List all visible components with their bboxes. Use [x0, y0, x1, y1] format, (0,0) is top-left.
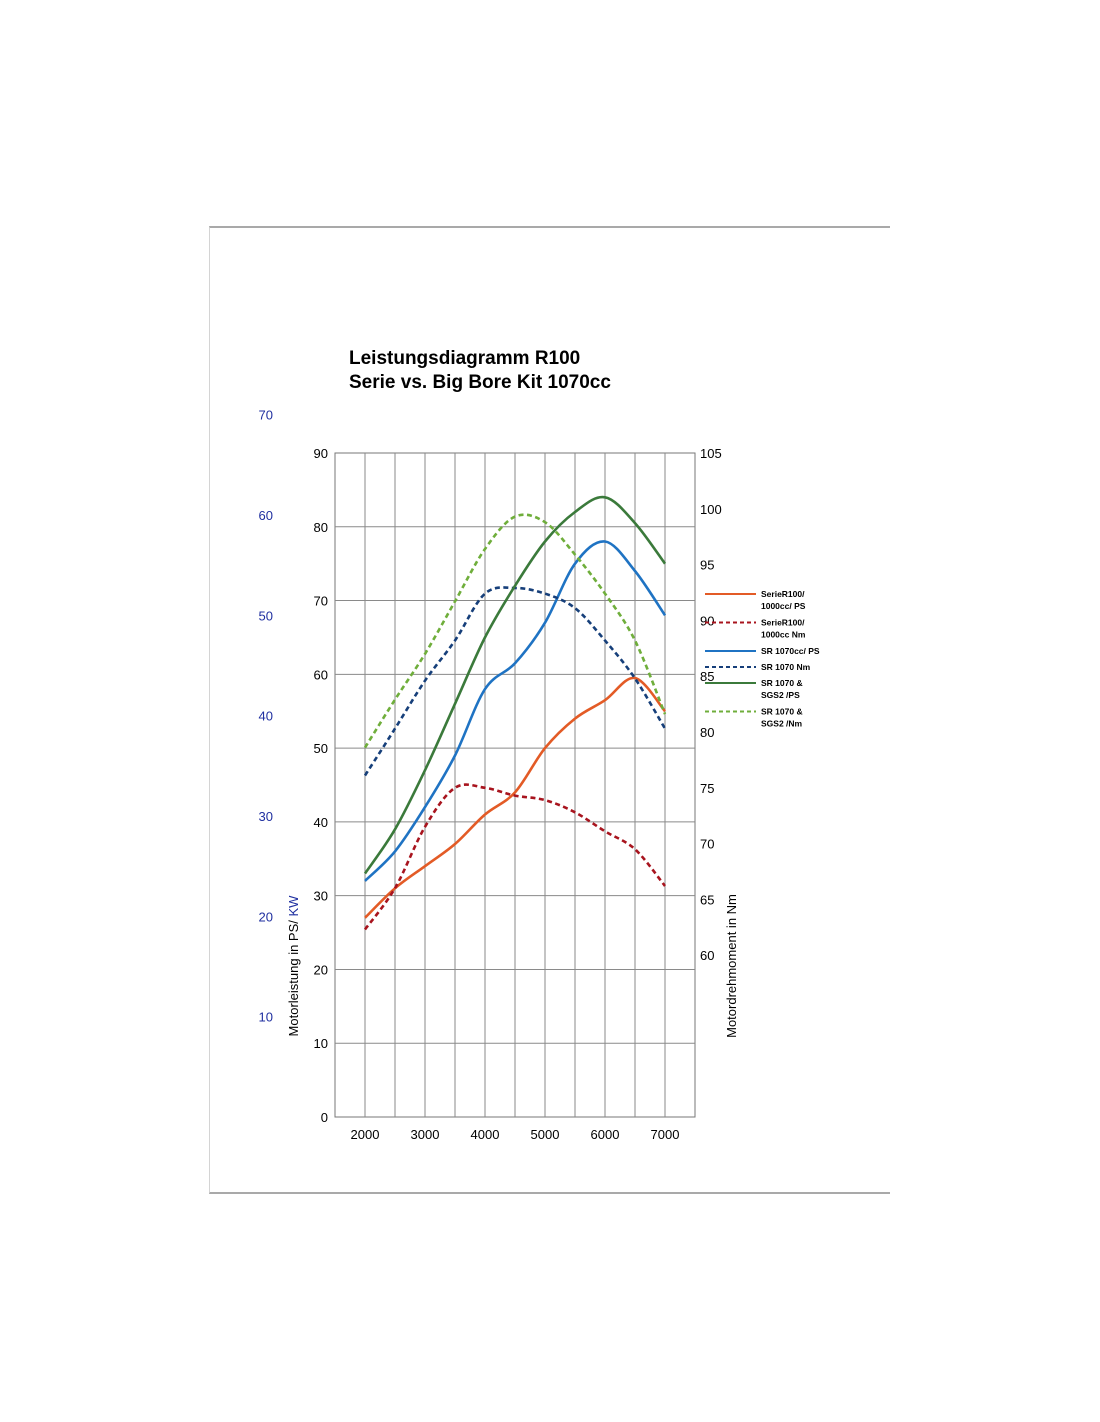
legend-label-1: 1000cc/ PS	[761, 601, 806, 611]
left-axis-ticks	[314, 446, 328, 1125]
legend-label-2: 1000cc Nm	[761, 629, 806, 640]
right-axis-ticks	[700, 446, 722, 963]
kw-tick-label: 60	[258, 507, 273, 523]
right-tick-label: 65	[700, 892, 715, 908]
right-tick-label: 70	[700, 836, 715, 852]
chart-title-line-1: Leistungsdiagramm R100	[349, 348, 581, 369]
legend-label-2: SerieR100/	[761, 617, 805, 628]
legend-label-5: SGS2 /PS	[761, 690, 800, 700]
left-tick-label: 0	[320, 1110, 328, 1125]
left-tick-label: 30	[313, 888, 328, 904]
legend-label-3: SR 1070cc/ PS	[761, 646, 820, 656]
legend-label-5: SR 1070 &	[761, 678, 803, 688]
left-tick-label: 40	[313, 814, 328, 830]
kw-tick-label: 20	[258, 909, 273, 925]
kw-tick-label: 10	[258, 1009, 273, 1025]
right-tick-label: 100	[700, 501, 722, 517]
kw-tick-label: 50	[258, 608, 273, 624]
left-tick-label: 50	[313, 741, 328, 757]
x-tick-label: 7000	[650, 1127, 680, 1142]
right-tick-label: 75	[700, 780, 715, 796]
right-tick-label: 85	[700, 669, 715, 685]
right-tick-label: 80	[700, 724, 715, 740]
x-tick-label: 3000	[410, 1127, 440, 1142]
right-tick-label: 105	[700, 446, 722, 461]
performance-chart	[210, 228, 891, 1196]
right-axis-title: Motordrehmoment in Nm	[724, 894, 739, 1038]
left-axis-title-ps: Motorleistung in PS/	[286, 916, 301, 1037]
legend-label-4: SR 1070 Nm	[761, 662, 811, 672]
kw-tick-label: 70	[258, 407, 273, 423]
kw-tick-label: 40	[258, 708, 273, 724]
right-tick-label: 95	[700, 557, 715, 573]
left-tick-label: 20	[313, 962, 328, 978]
legend-label-1: SerieR100/	[761, 589, 805, 599]
x-tick-label: 2000	[350, 1127, 380, 1142]
legend	[705, 589, 820, 729]
left-tick-label: 70	[313, 593, 328, 609]
left-tick-label: 80	[313, 519, 328, 535]
legend-label-6: SR 1070 &	[761, 706, 803, 717]
x-tick-label: 4000	[470, 1127, 500, 1142]
left-axis-title	[286, 895, 301, 1037]
chart-sheet	[209, 226, 890, 1194]
x-axis-ticks	[351, 1127, 680, 1142]
kw-axis-ticks	[259, 408, 273, 1025]
left-tick-label: 60	[313, 667, 328, 683]
right-tick-label: 90	[700, 613, 715, 629]
x-tick-label: 6000	[590, 1127, 620, 1142]
right-tick-label: 60	[700, 948, 715, 964]
x-tick-label: 5000	[530, 1127, 560, 1142]
plot-grid	[335, 453, 695, 1117]
left-axis-title-kw: KW	[286, 895, 301, 917]
kw-tick-label: 30	[258, 808, 273, 824]
legend-label-6: SGS2 /Nm	[761, 718, 803, 729]
chart-title	[349, 348, 611, 393]
chart-title-line-2: Serie vs. Big Bore Kit 1070cc	[349, 372, 611, 393]
left-tick-label: 10	[313, 1036, 328, 1052]
left-tick-label: 90	[313, 446, 328, 461]
